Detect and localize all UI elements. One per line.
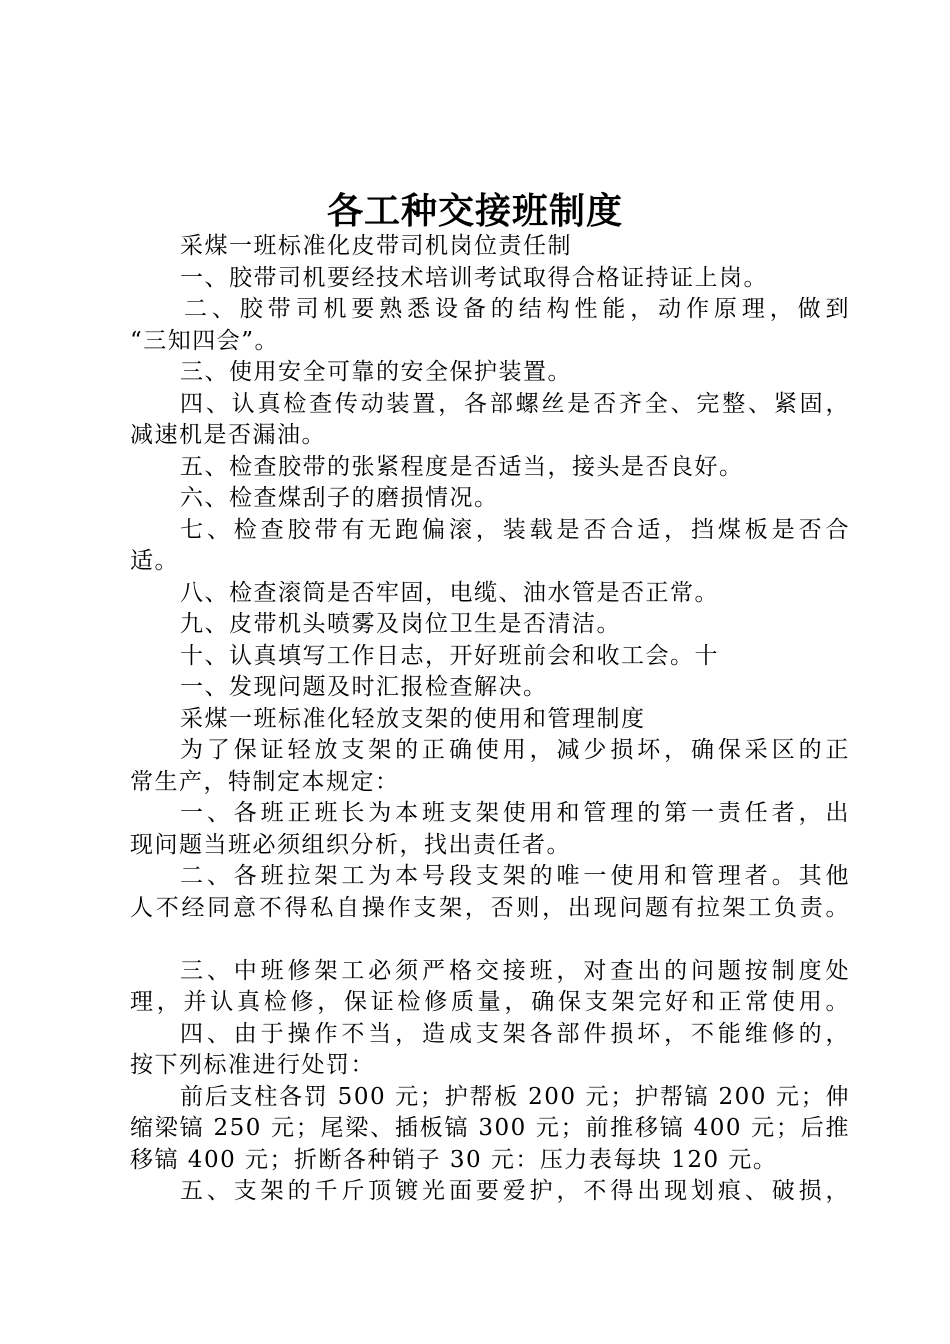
- paragraph-line: 一、胶带司机要经技术培训考试取得合格证持证上岗。: [180, 264, 768, 291]
- paragraph-line: 一、发现问题及时汇报检查解决。: [180, 674, 548, 700]
- paragraph-line: 移镐 400 元；折断各种销子 30 元：压力表每块 120 元。: [130, 1146, 778, 1173]
- paragraph-line: 一、各班正班长为本班支架使用和管理的第一责任者，出: [180, 800, 850, 826]
- paragraph-line: 适。: [130, 548, 179, 574]
- paragraph-line: “三知四会”。: [130, 327, 280, 354]
- document-title: 各工种交接班制度: [326, 190, 623, 232]
- paragraph-line: 七、检查胶带有无跑偏滚，装载是否合适，挡煤板是否合: [180, 516, 850, 543]
- paragraph-line: 二、各班拉架工为本号段支架的唯一使用和管理者。其他: [180, 863, 850, 889]
- paragraph-line: 十、认真填写工作日志，开好班前会和收工会。十: [180, 642, 719, 669]
- paragraph-line: 减速机是否漏油。: [130, 422, 326, 448]
- paragraph-line: 八、检查滚筒是否牢固，电缆、油水管是否正常。: [180, 579, 719, 606]
- paragraph-line: 人不经同意不得私自操作支架，否则，出现问题有拉架工负责。: [130, 894, 850, 921]
- paragraph-line: 理，并认真检修，保证检修质量，确保支架完好和正常使用。: [130, 989, 850, 1015]
- section-heading-support-management: 采煤一班标准化轻放支架的使用和管理制度: [180, 705, 646, 732]
- paragraph-line: 五、支架的千斤顶镀光面要爱护，不得出现划痕、破损，: [180, 1178, 850, 1204]
- paragraph-line: 缩梁镐 250 元；尾梁、插板镐 300 元；前推移镐 400 元；后推: [130, 1115, 850, 1141]
- document-body: [130, 231, 850, 1208]
- paragraph-line: 四、认真检查传动装置，各部螺丝是否齐全、完整、紧固，: [180, 390, 850, 417]
- section-heading-belt-driver: 采煤一班标准化皮带司机岗位责任制: [180, 233, 572, 259]
- paragraph-line: 三、中班修架工必须严格交接班，对查出的问题按制度处: [180, 957, 850, 984]
- paragraph-line: 为了保证轻放支架的正确使用，减少损坏，确保采区的正: [180, 737, 850, 763]
- paragraph-line: 九、皮带机头喷雾及岗位卫生是否清洁。: [180, 611, 621, 637]
- paragraph-line: 四、由于操作不当，造成支架各部件损坏，不能维修的，: [180, 1020, 850, 1047]
- paragraph-line: 按下列标准进行处罚：: [130, 1052, 375, 1078]
- paragraph-line: 常生产，特制定本规定：: [130, 768, 400, 795]
- paragraph-line: 六、检查煤刮子的磨损情况。: [180, 485, 499, 511]
- paragraph-line: 前后支柱各罚 500 元；护帮板 200 元；护帮镐 200 元；伸: [180, 1083, 850, 1110]
- blank-line: [130, 924, 850, 956]
- paragraph-line: 五、检查胶带的张紧程度是否适当，接头是否良好。: [180, 453, 744, 480]
- paragraph-line: 三、使用安全可靠的安全保护装置。: [180, 359, 572, 385]
- paragraph-line: 二、胶带司机要熟悉设备的结构性能，动作原理，做到: [184, 296, 850, 322]
- paragraph-line: 现问题当班必须组织分析，找出责任者。: [130, 831, 571, 858]
